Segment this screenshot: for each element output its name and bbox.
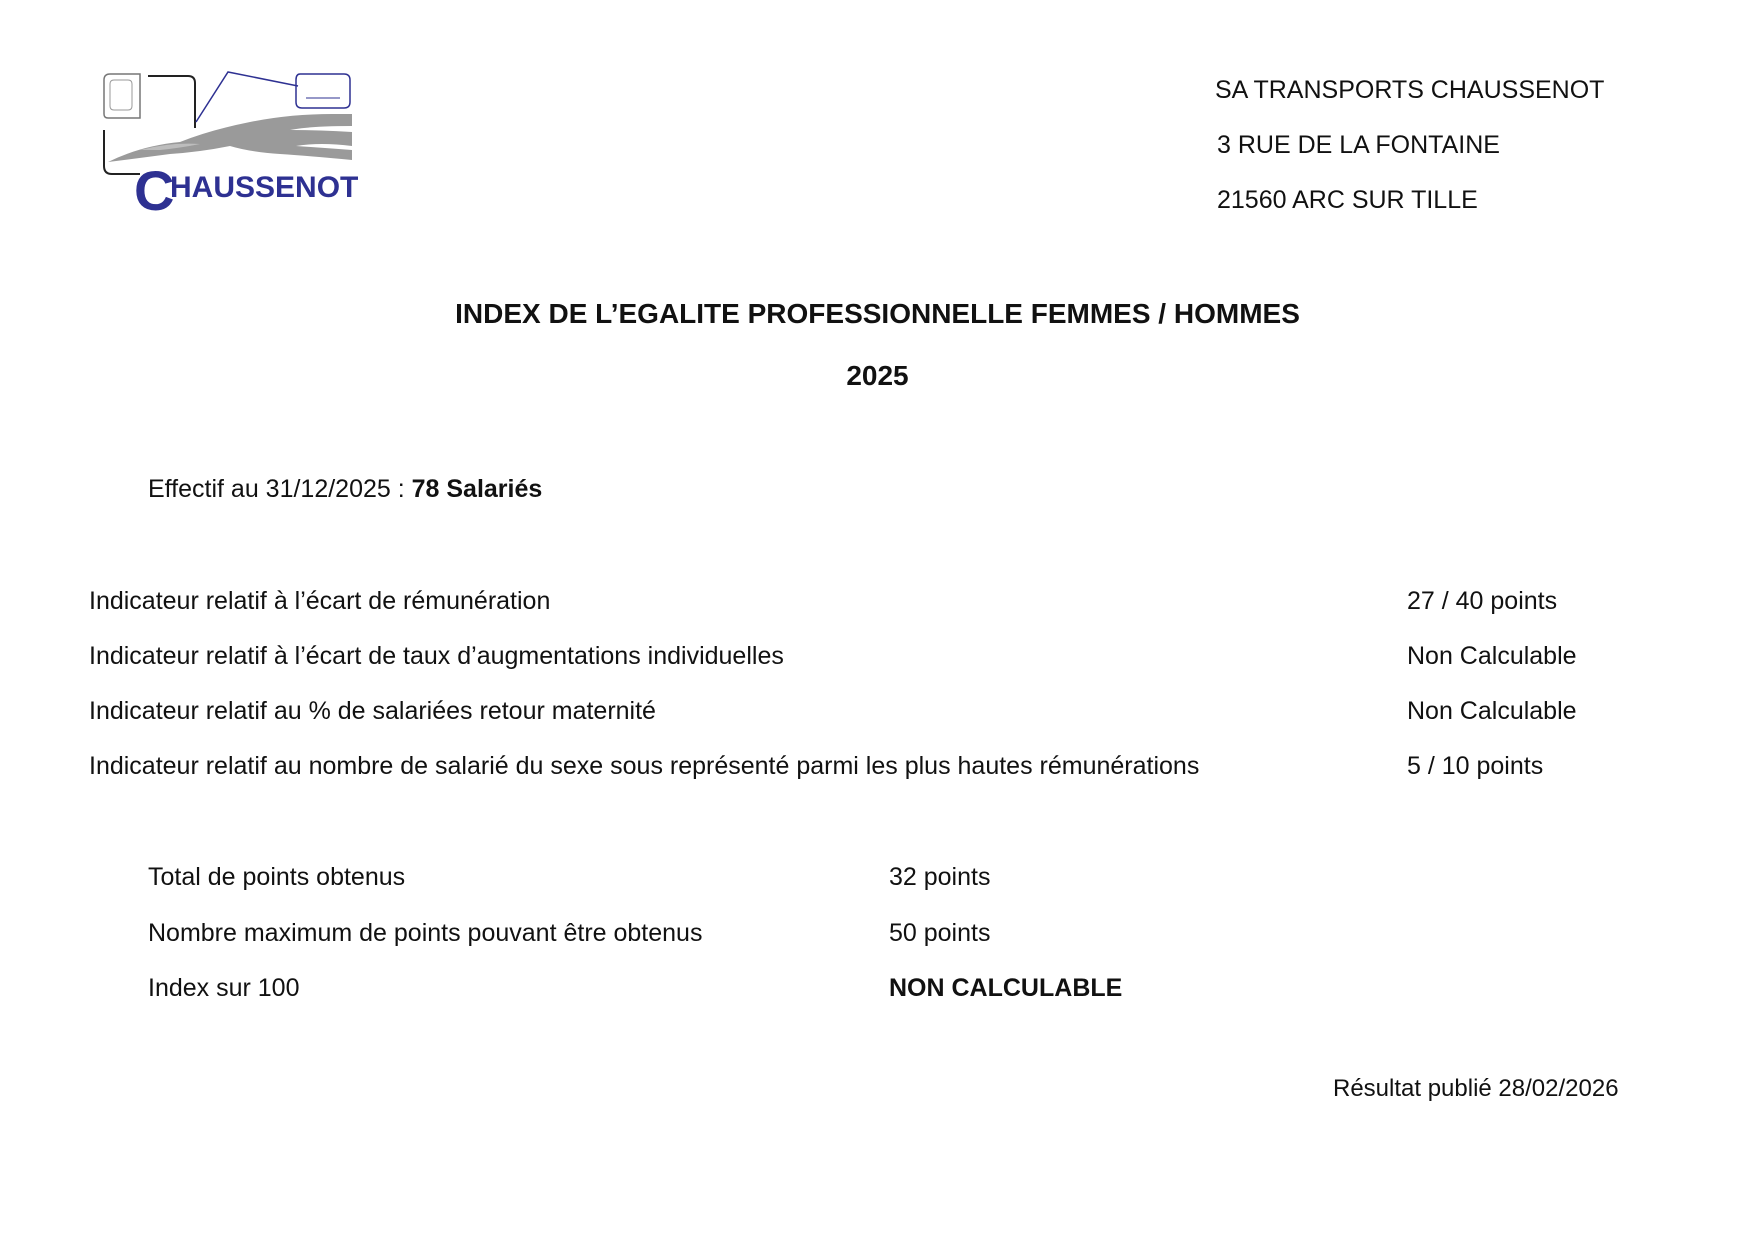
- headcount-label: Effectif au 31/12/2025 :: [148, 475, 412, 503]
- indicator-value: Non Calculable: [1407, 642, 1577, 670]
- company-address-line1: 3 RUE DE LA FONTAINE: [1217, 131, 1500, 159]
- document-title: INDEX DE L’EGALITE PROFESSIONNELLE FEMMES / HOMMES: [455, 298, 1300, 329]
- company-logo: [100, 70, 385, 220]
- headcount-value: 78 Salariés: [411, 475, 543, 503]
- index-label: Index sur 100: [148, 974, 300, 1002]
- max-points-label: Nombre maximum de points pouvant être obtenus: [148, 919, 703, 947]
- max-points-value: 50 points: [889, 919, 991, 947]
- document-year: 2025: [846, 360, 909, 391]
- indicator-label: Indicateur relatif au nombre de salarié du sexe sous représenté parmi les plus hautes rémunérations: [89, 752, 1200, 780]
- headcount-line: [148, 475, 542, 504]
- indicator-value: 27 / 40 points: [1407, 587, 1558, 615]
- indicator-label: Indicateur relatif à l’écart de rémunération: [89, 587, 551, 615]
- total-points-value: 32 points: [889, 863, 991, 891]
- company-address-line2: 21560 ARC SUR TILLE: [1217, 186, 1478, 214]
- index-value: NON CALCULABLE: [889, 974, 1123, 1002]
- indicator-value: 5 / 10 points: [1407, 752, 1544, 780]
- published-date: Résultat publié 28/02/2026: [1333, 1075, 1619, 1102]
- indicator-label: Indicateur relatif au % de salariées retour maternité: [89, 697, 656, 725]
- chaussenot-logo-icon: [100, 70, 385, 220]
- logo-letter-c: C: [134, 159, 175, 220]
- indicator-label: Indicateur relatif à l’écart de taux d’augmentations individuelles: [89, 642, 784, 670]
- company-name: SA TRANSPORTS CHAUSSENOT: [1215, 76, 1605, 104]
- indicator-value: Non Calculable: [1407, 697, 1577, 725]
- logo-word: HAUSSENOT: [170, 171, 359, 204]
- total-points-label: Total de points obtenus: [148, 863, 406, 891]
